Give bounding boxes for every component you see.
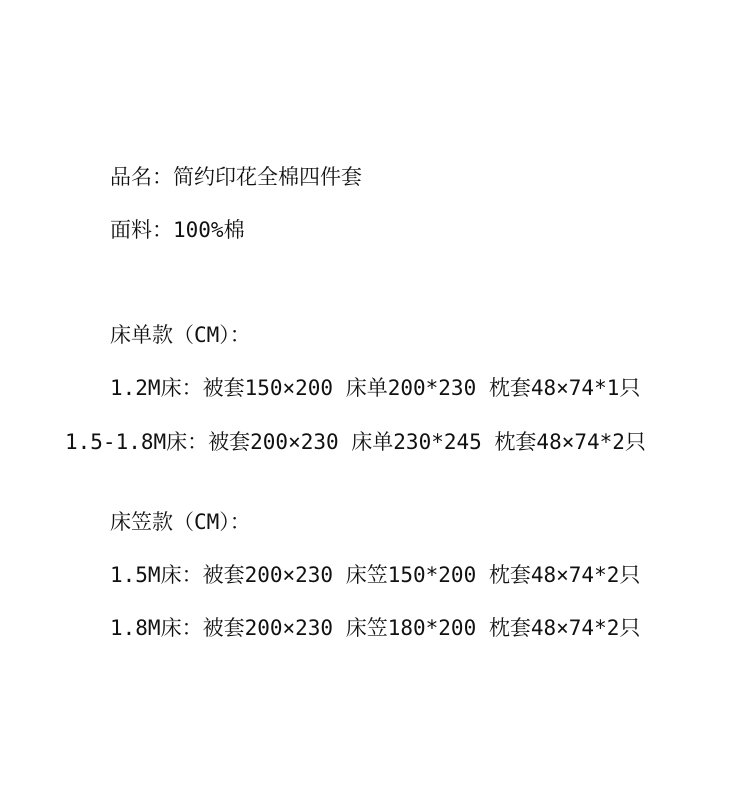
fitted-style-row: 1.5M床：被套200×230 床笠150*200 枕套48×74*2只	[110, 563, 641, 587]
product-name: 品名：简约印花全棉四件套	[110, 165, 362, 189]
fabric-info: 面料：100%棉	[110, 218, 245, 242]
sheet-style-heading: 床单款（CM）：	[110, 323, 251, 347]
sheet-style-row: 1.5-1.8M床：被套200×230 床单230*245 枕套48×74*2只	[65, 430, 646, 454]
sheet-style-row: 1.2M床：被套150×200 床单200*230 枕套48×74*1只	[110, 376, 641, 400]
fitted-style-heading: 床笠款（CM）：	[110, 510, 251, 534]
fitted-style-row: 1.8M床：被套200×230 床笠180*200 枕套48×74*2只	[110, 616, 641, 640]
